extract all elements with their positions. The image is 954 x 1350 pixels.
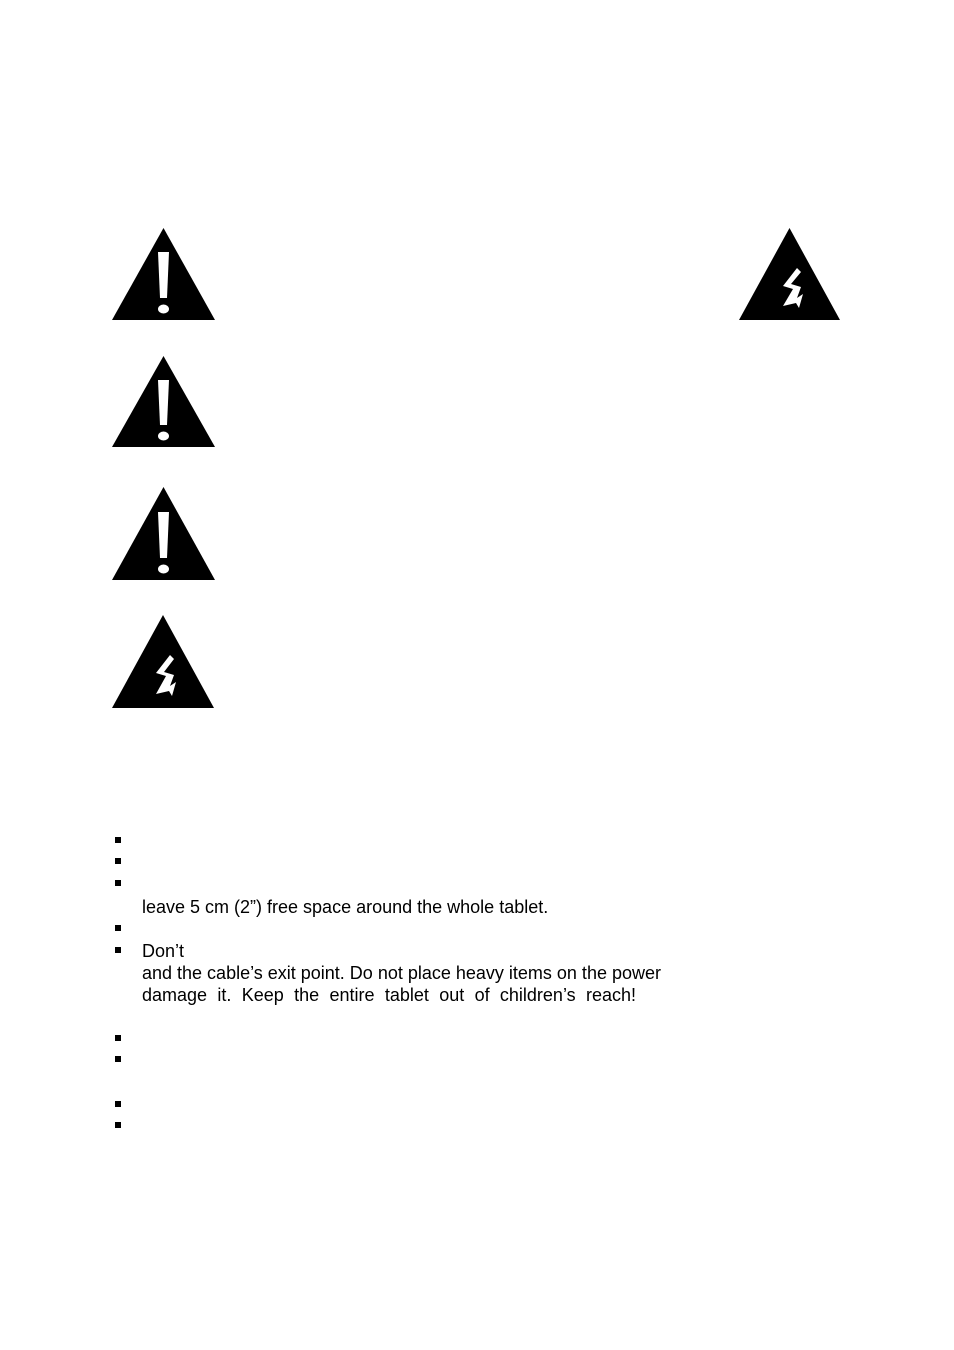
word: tablet <box>384 985 429 1005</box>
warning-exclamation-icon <box>112 228 215 320</box>
list-bullet <box>115 880 121 886</box>
word: of <box>474 985 490 1005</box>
word: Keep <box>241 985 284 1005</box>
word: damage <box>142 985 208 1005</box>
list-bullet <box>115 1035 121 1041</box>
list-bullet <box>115 858 121 864</box>
list-bullet <box>115 1056 121 1062</box>
word: reach! <box>585 985 636 1005</box>
list-bullet <box>115 947 121 953</box>
word: out <box>439 985 465 1005</box>
list-item-text: and the cable’s exit point. Do not place heavy items on the power <box>142 963 661 983</box>
word: the <box>294 985 320 1005</box>
word: children’s <box>499 985 576 1005</box>
list-item-text: leave 5 cm (2”) free space around the whole tablet. <box>142 897 549 917</box>
list-bullet <box>115 1101 121 1107</box>
word: entire <box>329 985 375 1005</box>
electric-shock-icon <box>112 615 214 708</box>
list-bullet <box>115 925 121 931</box>
electric-shock-icon <box>739 228 840 320</box>
list-bullet <box>115 837 121 843</box>
warning-exclamation-icon <box>112 487 215 580</box>
list-bullet <box>115 1122 121 1128</box>
list-item-text: Don’t <box>142 941 185 961</box>
warning-exclamation-icon <box>112 356 215 447</box>
list-item-text <box>142 984 636 1006</box>
word: it. <box>217 985 232 1005</box>
